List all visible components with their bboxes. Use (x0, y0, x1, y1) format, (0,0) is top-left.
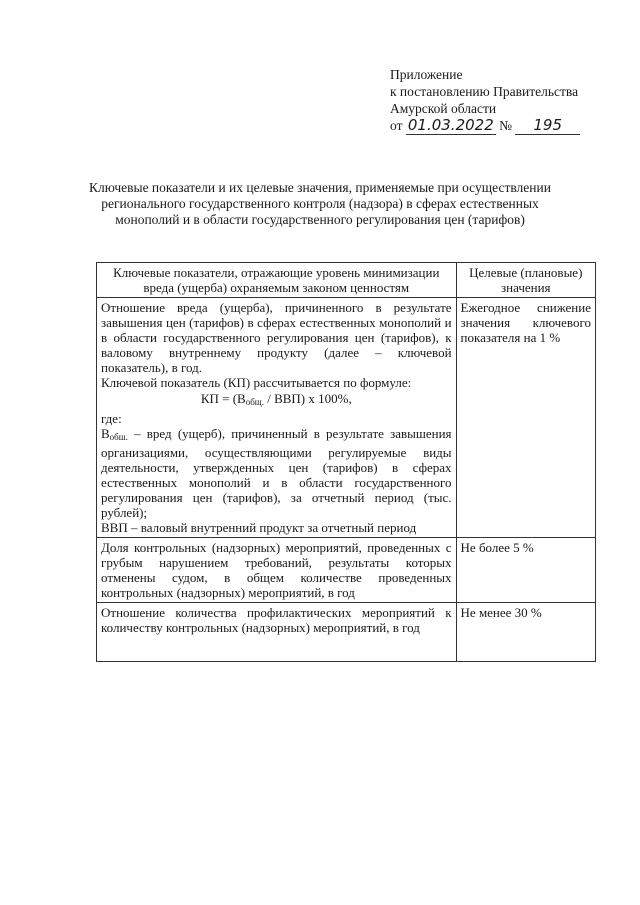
appendix-resolution-line: к постановлению Правительства (390, 84, 579, 99)
formula (101, 391, 452, 410)
def-subscript: обш. (109, 432, 128, 442)
table-row (97, 298, 596, 538)
indicator-cell (97, 298, 457, 538)
appendix-block (390, 66, 580, 134)
definition-harm (101, 426, 452, 520)
document-title: Ключевые показатели и их целевые значения, применяемые при осуществлении регионального государственного контроля (надзора) в сферах естественных монополий и в области государственного регулирования цен (тарифов) (89, 180, 551, 227)
indicator-cell: Доля контрольных (надзорных) мероприятий, проведенных с грубым нарушением требований, результаты которых отменены судом, в общем количестве проведенных контрольных (надзорных) мероприятий, в год (97, 538, 457, 603)
number-prefix: № (499, 118, 513, 133)
indicator-cell: Отношение количества профилактических мероприятий к количеству контрольных (надзорных) мероприятий, в год (97, 603, 457, 662)
handwritten-number: 195 (515, 116, 580, 135)
formula-intro: Ключевой показатель (КП) рассчитывается по формуле: (101, 375, 412, 390)
def-symbol: В (101, 426, 110, 441)
handwritten-date: 01.03.2022 (407, 116, 494, 134)
table-row (97, 538, 596, 603)
appendix-region-line: Амурской области (390, 101, 497, 116)
definition-gdp: ВВП – валовый внутренний продукт за отчетный период (101, 520, 417, 535)
formula-left: КП = (В (200, 391, 246, 406)
formula-subscript: общ. (245, 397, 264, 407)
target-cell: Не менее 30 % (456, 603, 595, 662)
formula-right: / ВВП) x 100%, (263, 391, 352, 406)
target-cell: Не более 5 % (456, 538, 595, 603)
table-row (97, 603, 596, 662)
where-label: где: (101, 411, 122, 426)
date-prefix: от (390, 118, 403, 133)
target-cell: Ежегодное снижение значения ключевого показателя на 1 % (456, 298, 595, 538)
indicator-text: Отношение вреда (ущерба), причиненного в результате завышения цен (тарифов) в сферах естественных монополий и в области государственного регулирования цен (тарифов), к валовому внутреннему продукту (далее – ключевой показатель), в год. (101, 300, 452, 375)
indicators-table (96, 262, 596, 662)
def-text: – вред (ущерб), причиненный в результате завышения организациями, осуществляющими регулируемые виды деятельности, утвержденных цен (тарифов) в сферах естественных монополий и в области государственного регулирования цен (тарифов), за отчетный период (тыс. рублей); (101, 426, 452, 520)
appendix-date-line (390, 117, 580, 134)
header-indicators: Ключевые показатели, отражающие уровень минимизации вреда (ущерба) охраняемым законом ценностям (97, 263, 457, 298)
appendix-title: Приложение (390, 67, 463, 82)
header-target-values: Целевые (плановые) значения (456, 263, 595, 298)
table-header-row (97, 263, 596, 298)
